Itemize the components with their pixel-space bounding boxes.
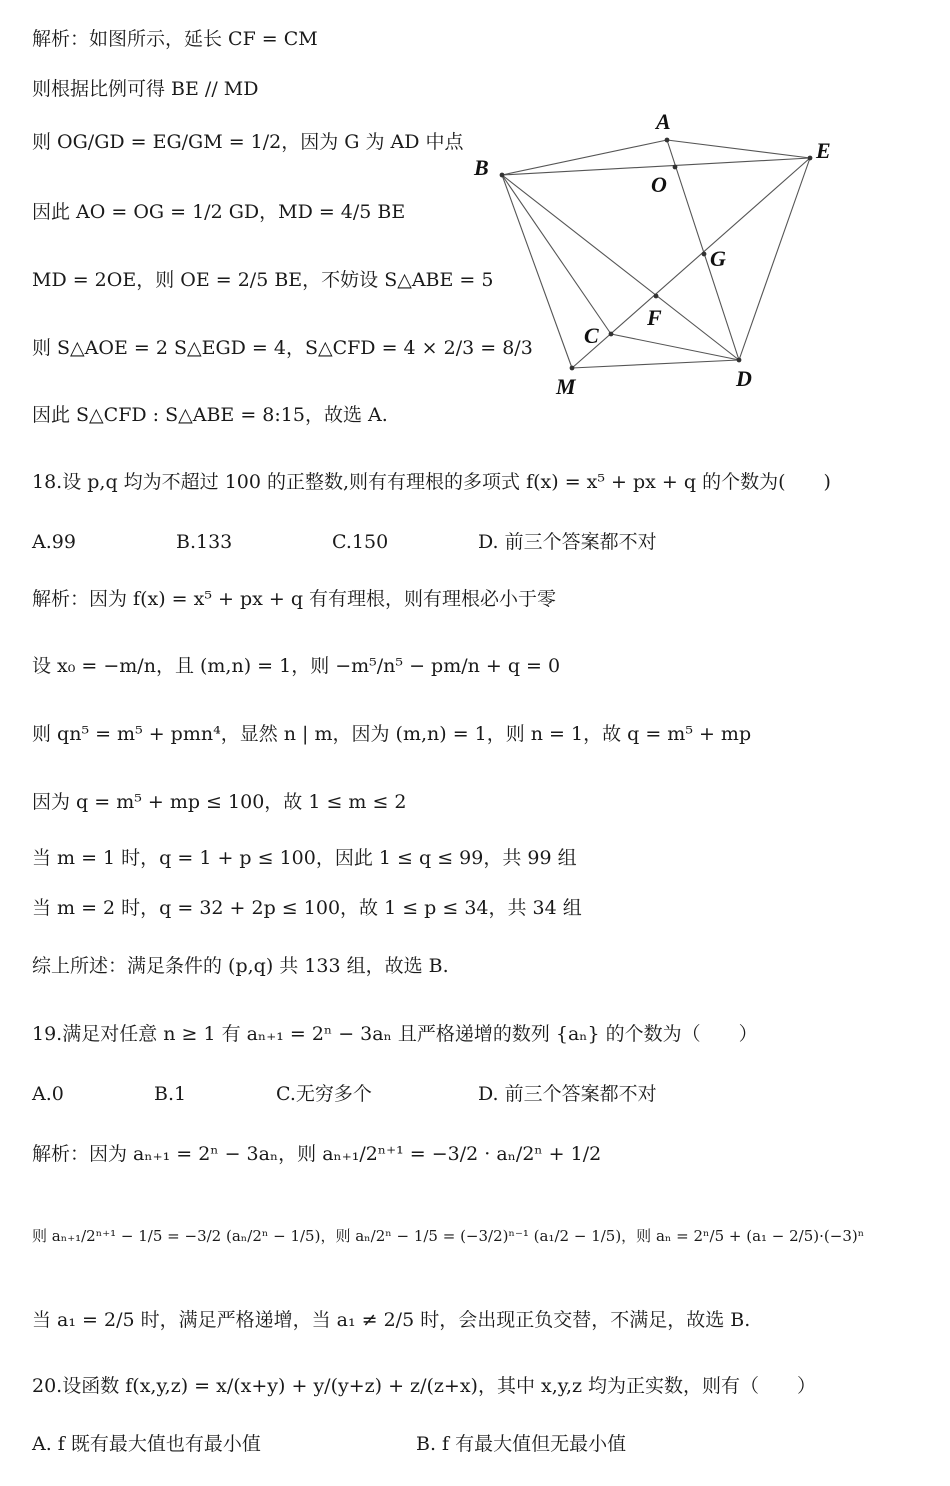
q18-solution-line-4: 因为 q = m⁵ + mp ≤ 100，故 1 ≤ m ≤ 2 (32, 791, 407, 813)
q18-option-b: B.133 (176, 531, 233, 553)
segment-ED (739, 158, 810, 360)
q18-options (32, 528, 912, 556)
q19-solution-line-1: 解析：因为 aₙ₊₁ = 2ⁿ − 3aₙ，则 aₙ₊₁/2ⁿ⁺¹ = −3/2 · aₙ/2ⁿ + 1/2 (32, 1143, 602, 1165)
q19-solution-line-3: 当 a₁ = 2/5 时，满足严格递增，当 a₁ ≠ 2/5 时，会出现正负交替，不满足，故选 B. (32, 1309, 751, 1331)
q18-option-c: C.150 (332, 531, 389, 553)
label-F: F (647, 305, 662, 330)
q17-solution-line-5: MD = 2OE，则 OE = 2/5 BE，不妨设 S△ABE = 5 (32, 269, 494, 291)
q19-options (32, 1080, 912, 1108)
segment-BC (502, 175, 611, 334)
point-G (702, 252, 707, 257)
q18-solution-line-3: 则 qn⁵ = m⁵ + pmn⁴，显然 n | m，因为 (m,n) = 1，则 n = 1，故 q = m⁵ + mp (32, 723, 752, 745)
point-O (673, 165, 678, 170)
q20-stem: 20.设函数 f(x,y,z) = x/(x+y) + y/(y+z) + z/(z+x)，其中 x,y,z 均为正实数，则有（ ） (32, 1375, 817, 1397)
q19-option-a: A.0 (32, 1083, 64, 1105)
label-O: O (651, 172, 667, 197)
point-C (609, 332, 614, 337)
segment-MD (572, 360, 739, 368)
q18-option-d: D. 前三个答案都不对 (478, 531, 657, 553)
point-A (665, 138, 670, 143)
label-C: C (584, 323, 599, 348)
q18-option-a: A.99 (32, 531, 76, 553)
q20-option-b: B. f 有最大值但无最小值 (416, 1433, 627, 1455)
q19-option-c: C.无穷多个 (276, 1083, 372, 1105)
point-D (737, 358, 742, 363)
q19-solution-line-2: 则 aₙ₊₁/2ⁿ⁺¹ − 1/5 = −3/2 (aₙ/2ⁿ − 1/5)，则 aₙ/2ⁿ − 1/5 = (−3/2)ⁿ⁻¹ (a₁/2 − 1/5)，则 aₙ = 2ⁿ/5 + (a₁ − 2/5)·(−3)ⁿ (32, 1227, 865, 1245)
segment-BA (502, 140, 667, 175)
segment-CD (611, 334, 739, 360)
q20-option-a: A. f 既有最大值也有最小值 (32, 1433, 261, 1455)
q18-solution-line-6: 当 m = 2 时，q = 32 + 2p ≤ 100，故 1 ≤ p ≤ 34，共 34 组 (32, 897, 582, 919)
point-F (654, 294, 659, 299)
segment-AD (667, 140, 739, 360)
label-D: D (736, 366, 752, 391)
segment-BM (502, 175, 572, 368)
segment-AE (667, 140, 810, 158)
q18-solution-line-5: 当 m = 1 时，q = 1 + p ≤ 100，因此 1 ≤ q ≤ 99，共 99 组 (32, 847, 577, 869)
q19-option-d: D. 前三个答案都不对 (478, 1083, 657, 1105)
q17-solution-line-1: 解析：如图所示，延长 CF = CM (32, 28, 318, 50)
label-B: B (474, 155, 489, 180)
q17-solution-line-7: 因此 S△CFD : S△ABE = 8:15，故选 A. (32, 404, 388, 426)
label-A: A (656, 109, 671, 134)
q18-solution-line-7: 综上所述：满足条件的 (p,q) 共 133 组，故选 B. (32, 955, 449, 977)
label-E: E (816, 138, 831, 163)
q19-option-b: B.1 (154, 1083, 187, 1105)
geometry-figure (460, 105, 860, 405)
q19-stem: 19.满足对任意 n ≥ 1 有 aₙ₊₁ = 2ⁿ − 3aₙ 且严格递增的数列 {aₙ} 的个数为（ ） (32, 1023, 758, 1045)
point-E (808, 156, 813, 161)
q17-solution-line-6: 则 S△AOE = 2 S△EGD = 4，S△CFD = 4 × 2/3 = 8/3 (32, 337, 533, 359)
q18-solution-line-2: 设 x₀ = −m/n，且 (m,n) = 1，则 −m⁵/n⁵ − pm/n + q = 0 (32, 655, 561, 677)
q17-solution-line-4: 因此 AO = OG = 1/2 GD，MD = 4/5 BE (32, 201, 406, 223)
point-B (500, 173, 505, 178)
segment-BD (502, 175, 739, 360)
q17-solution-line-3: 则 OG/GD = EG/GM = 1/2，因为 G 为 AD 中点 (32, 131, 464, 153)
label-M: M (556, 374, 576, 399)
point-M (570, 366, 575, 371)
q17-solution-line-2: 则根据比例可得 BE // MD (32, 78, 259, 100)
segment-EM (572, 158, 810, 368)
q18-solution-line-1: 解析：因为 f(x) = x⁵ + px + q 有有理根，则有理根必小于零 (32, 588, 557, 610)
label-G: G (710, 246, 726, 271)
q20-options (32, 1430, 912, 1458)
q18-stem: 18.设 p,q 均为不超过 100 的正整数,则有有理根的多项式 f(x) = x⁵ + px + q 的个数为( ) (32, 471, 831, 493)
